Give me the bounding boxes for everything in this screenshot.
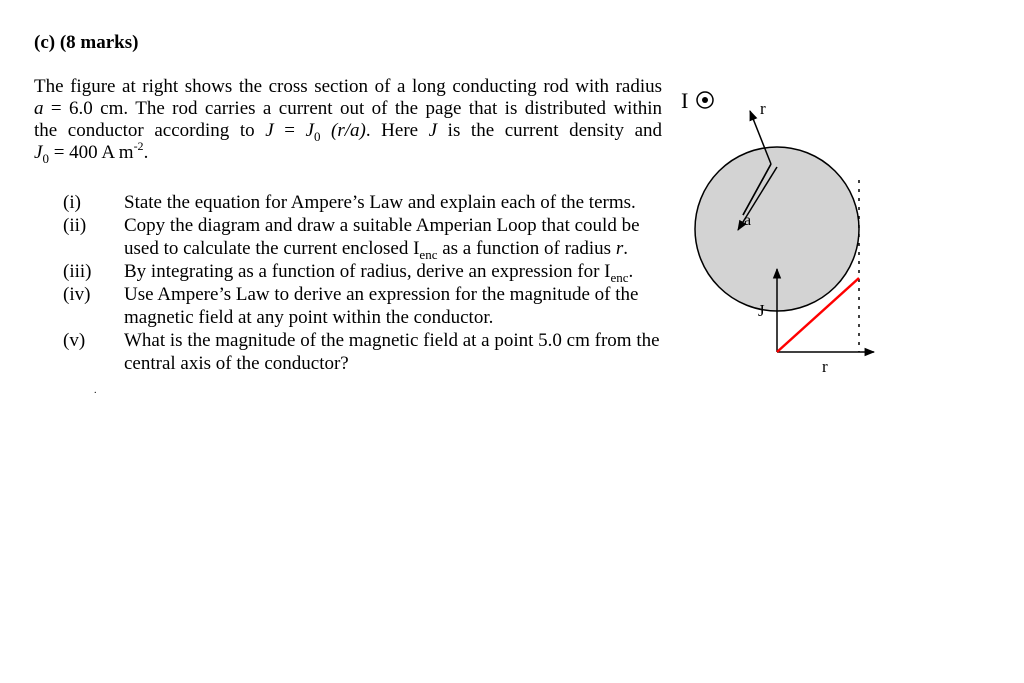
part-ii: (ii) Copy the diagram and draw a suitable Amperian Loop that could be used to calculate the current enclosed $I_{enc}$ as a function of radius r.	[63, 215, 640, 262]
current-label: I	[681, 88, 689, 113]
part-iii: (iii) By integrating as a function of radius, derive an expression for $I_{enc}$.	[63, 261, 634, 285]
question-parts	[63, 191, 673, 375]
conductor-figure	[660, 70, 890, 380]
question-intro	[34, 76, 662, 164]
graph-x-label: r	[822, 357, 828, 376]
label-a: a	[744, 212, 752, 229]
intro-line-1: The figure at right shows the cross section of a long conducting rod with radius	[34, 76, 662, 97]
intro-line-4: $J_0 = 400$ A $m^{-2}$.	[34, 138, 149, 166]
out-of-page-dot-icon	[697, 92, 713, 108]
stray-mark: .	[94, 385, 97, 396]
part-i: (i) State the equation for Ampere’s Law and explain each of the terms.	[63, 192, 636, 213]
intro-line-3: the conductor according to $J = J_0$ (r/a). Here J is the current density and	[34, 120, 662, 144]
part-iv: (iv) Use Ampere’s Law to derive an expression for the magnitude of the magnetic field at any point within the conductor.	[63, 284, 639, 328]
intro-line-2: a = 6.0 cm. The rod carries a current out of the page that is distributed within	[34, 98, 662, 119]
graph-y-label: J	[758, 301, 765, 320]
part-v: (v) What is the magnitude of the magnetic field at a point 5.0 cm from the central axis of the conductor?	[63, 330, 660, 374]
question-heading: (c) (8 marks)	[34, 32, 139, 53]
label-r-top: r	[760, 99, 766, 118]
